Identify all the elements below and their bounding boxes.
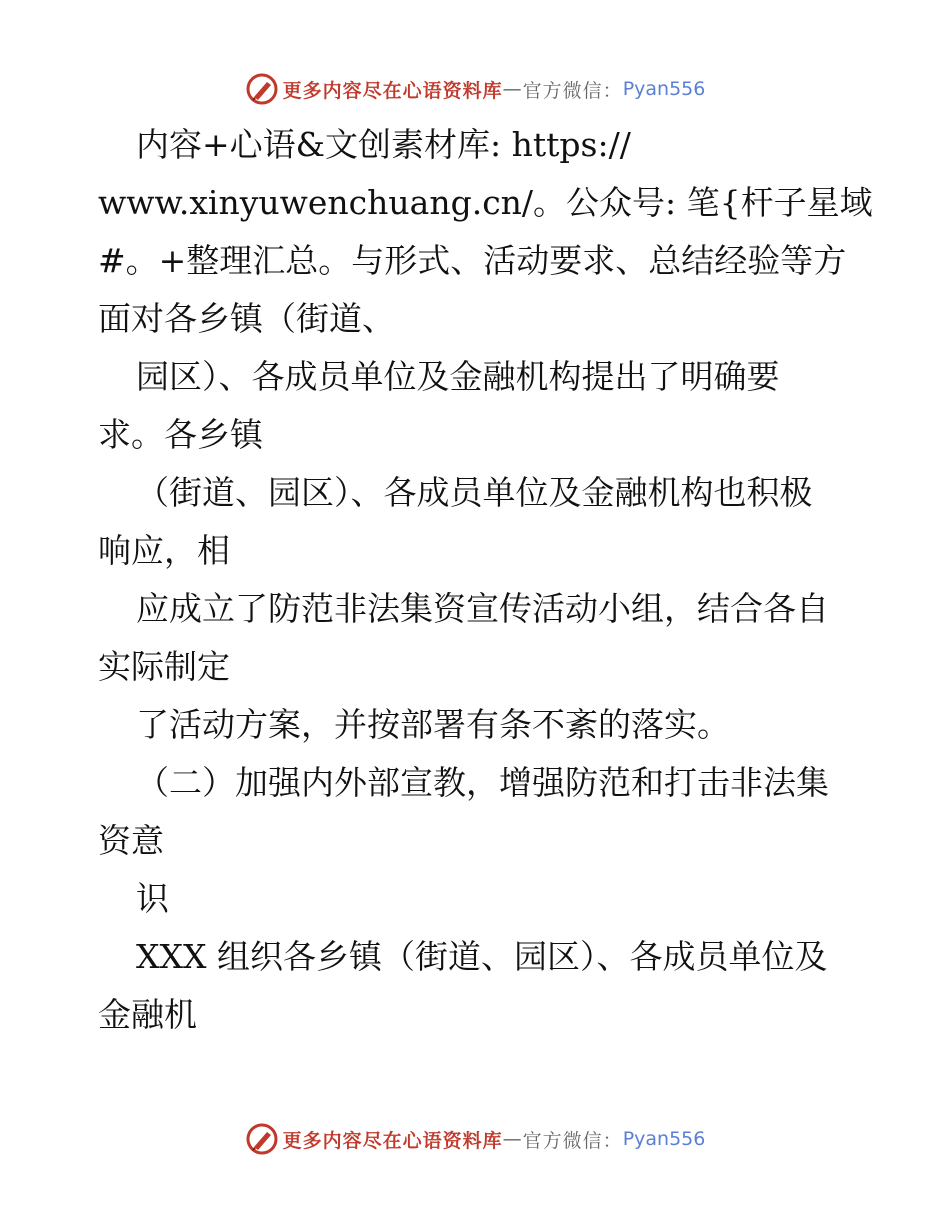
text-line: 实际制定 — [98, 647, 230, 686]
text-line: 内容+心语&文创素材库: https:// — [136, 125, 631, 164]
pen-logo-icon — [245, 1122, 279, 1156]
banner-account: Pyan556 — [622, 78, 706, 100]
text-line: 求。各乡镇 — [98, 415, 263, 454]
banner-dash: — — [502, 78, 523, 100]
footer-banner — [0, 1122, 950, 1156]
banner-dash: — — [502, 1128, 523, 1150]
text-line: （二）加强内外部宣教，增强防范和打击非法集 — [136, 763, 829, 802]
text-line: XXX 组织各乡镇（街道、园区）、各成员单位及 — [136, 937, 828, 976]
banner-sub-text: 官方微信： — [522, 1129, 623, 1152]
text-line: #。+整理汇总。与形式、活动要求、总结经验等方 — [98, 241, 847, 280]
text-line: 面对各乡镇（街道、 — [98, 299, 395, 338]
text-line: 资意 — [98, 821, 164, 860]
banner-main-text: 更多内容尽在心语资料库 — [282, 79, 503, 102]
text-line: （街道、园区）、各成员单位及金融机构也积极 — [136, 473, 813, 512]
text-line: 应成立了防范非法集资宣传活动小组，结合各自 — [136, 589, 829, 628]
banner-main-text: 更多内容尽在心语资料库 — [282, 1129, 503, 1152]
text-line: 金融机 — [98, 995, 197, 1034]
text-line: 园区）、各成员单位及金融机构提出了明确要 — [136, 357, 780, 396]
text-line: 响应，相 — [98, 531, 230, 570]
text-line: 了活动方案，并按部署有条不紊的落实。 — [136, 705, 730, 744]
header-banner — [0, 72, 950, 106]
banner-account: Pyan556 — [622, 1128, 706, 1150]
text-line: 识 — [136, 879, 169, 918]
banner-sub-text: 官方微信： — [522, 79, 623, 102]
text-line: www.xinyuwenchuang.cn/。公众号: 笔{杆子星域 — [98, 183, 873, 222]
pen-logo-icon — [245, 72, 279, 106]
